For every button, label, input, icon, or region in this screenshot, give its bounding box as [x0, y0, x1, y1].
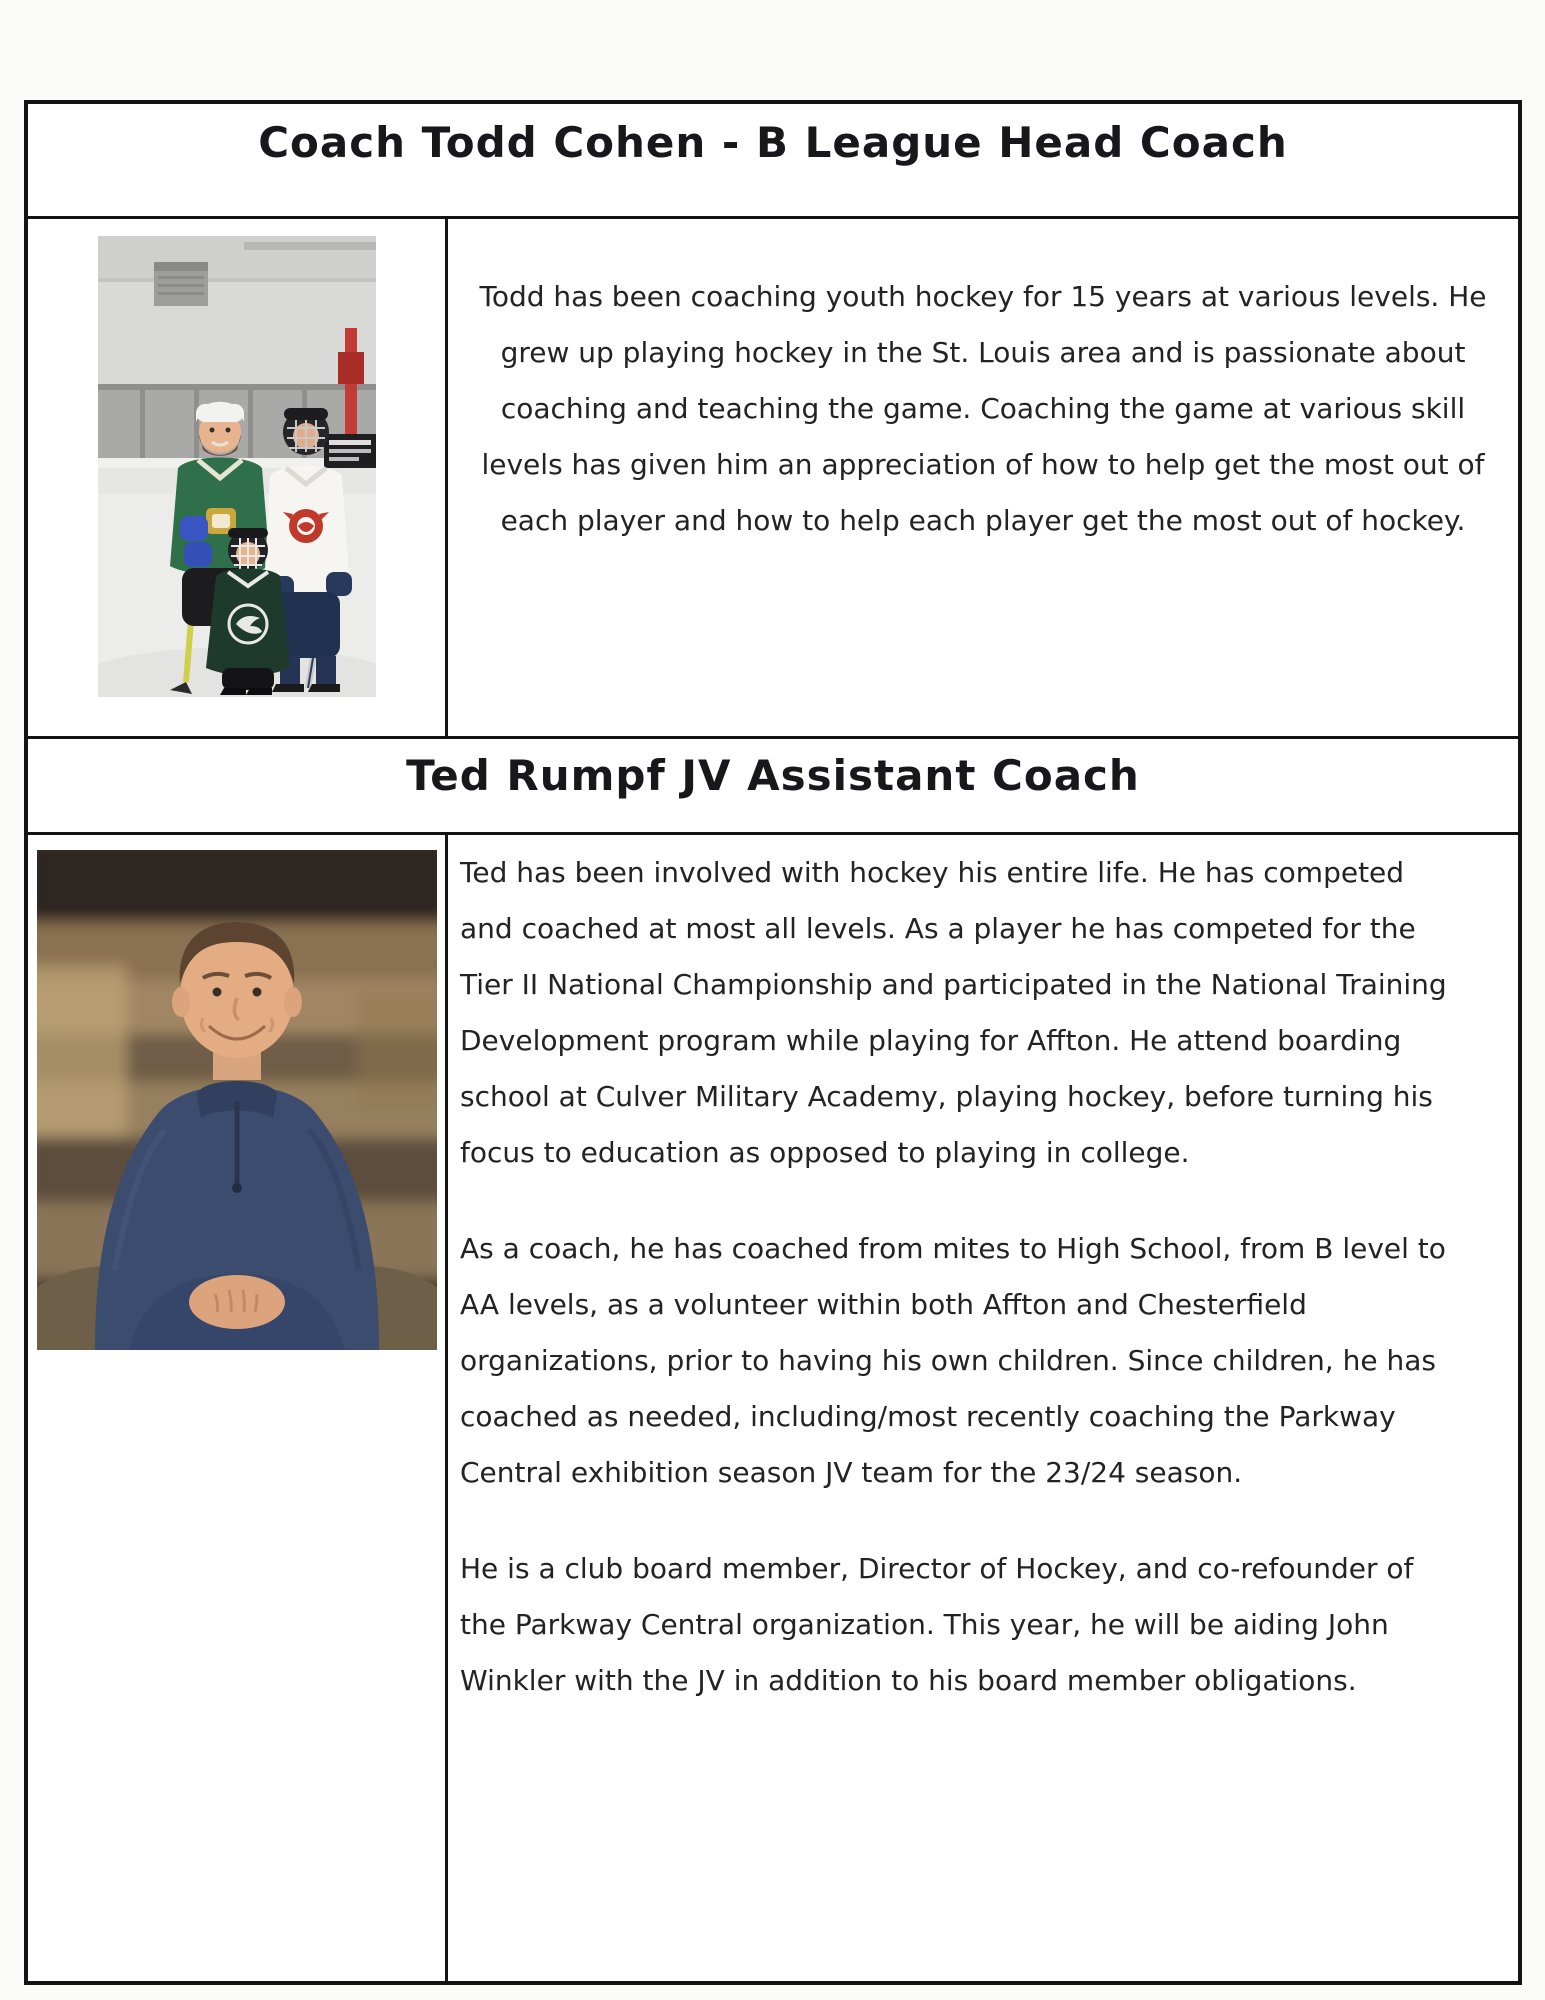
ted-bio-paragraph-2: As a coach, he has coached from mites to High School, from B level to AA levels, as a volunteer within both Affton and Chesterfield organizations, prior to having his own children. Since children, he has coached as needed, including/most recently coaching the Parkway Central exhibition season JV team for the 23/24 season. [460, 1232, 1446, 1489]
todd-bio-paragraph: Todd has been coaching youth hockey for 15 years at various levels. He grew up playing hockey in the St. Louis area and is passionate about coaching and teaching the game. Coaching the game at various skill levels has given him an appreciation of how to help get the most out of each player and how to help each player get the most out of hockey. [479, 280, 1487, 537]
ted-header-row [28, 736, 1518, 832]
ted-bio-paragraph-3: He is a club board member, Director of Hockey, and co-refounder of the Parkway Central organization. This year, he will be aiding John Winkler with the JV in addition to his board member obligations. [460, 1552, 1414, 1697]
ted-photo-cell [28, 835, 448, 1981]
todd-bio-cell [448, 219, 1518, 736]
ted-bio-row [28, 832, 1518, 1981]
ted-bio-paragraph-1: Ted has been involved with hockey his entire life. He has competed and coached at most all levels. As a player he has competed for the Tier II National Championship and participated in the National Training Development program while playing for Affton. He attend boarding school at Culver Military Academy, playing hockey, before turning his focus to education as opposed to playing in college. [460, 856, 1447, 1169]
todd-photo-cell [28, 219, 448, 736]
ted-rumpf-portrait-photo [37, 850, 437, 1350]
todd-family-rink-photo [98, 236, 376, 697]
todd-bio-row [28, 216, 1518, 736]
coaches-table [24, 100, 1522, 1985]
todd-section-title: Coach Todd Cohen - B League Head Coach [258, 118, 1288, 167]
ted-section-title: Ted Rumpf JV Assistant Coach [406, 751, 1140, 800]
todd-header-row [28, 104, 1518, 216]
todd-photo-illustration [98, 236, 376, 697]
ted-bio-cell [448, 835, 1518, 1981]
ted-photo-illustration [37, 850, 437, 1350]
